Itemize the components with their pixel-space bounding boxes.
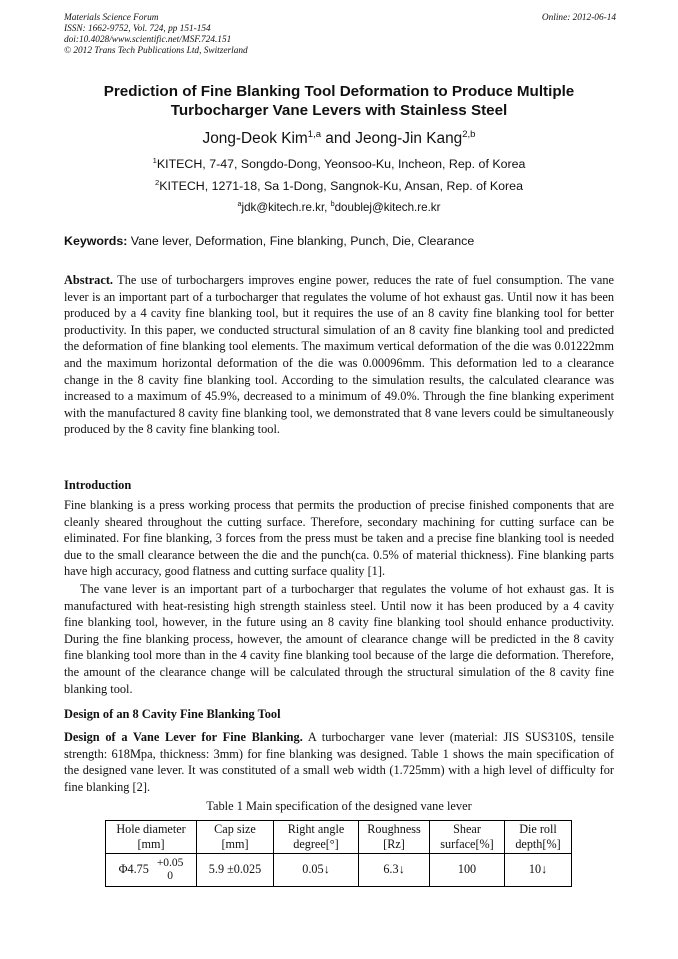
author-list — [64, 130, 614, 148]
abstract-label: Abstract. — [64, 273, 114, 287]
design-subheading: Design of a Vane Lever for Fine Blanking. — [64, 730, 303, 744]
design-text: A turbocharger vane lever (material: JIS SUS310S, tensile strength: 618Mpa, thickness: 3mm) for fine blanking was designed. Table 1 shows the main specification of the designed vane lever. It was constituted of a small web width (1.725mm) with a high level of difficulty for fine blanking [2]. — [64, 730, 614, 794]
affiliation-2-text: KITECH, 1271-18, Sa 1-Dong, Sangnok-Ku, Ansan, Rep. of Korea — [159, 179, 523, 193]
affiliation-1 — [64, 157, 614, 171]
keywords-text: Vane lever, Deformation, Fine blanking, Punch, Die, Clearance — [127, 234, 475, 248]
journal-header — [64, 13, 616, 57]
specification-table — [105, 820, 572, 887]
author-and: and — [321, 130, 356, 147]
header-hole-diameter: Hole diameter [mm] — [106, 821, 197, 854]
table-caption: Table 1 Main specification of the designed vane lever — [206, 799, 472, 813]
affiliation-2 — [64, 179, 614, 193]
introduction-paragraph-2: The vane lever is an important part of a turbocharger that regulates the volume of hot exhaust gas. It is manufactured with heat-resisting high strength stainless steel. Until now it has been produced by a 4 cavity fine blanking tool, however, in the future using an 8 cavity fine blanking tool should enhance productivity. During the fine blanking process, however, the amount of clearance change will be predicted in the 8 cavity fine blanking tool more than in the 4 cavity fine blanking tool because of the large die deformation. Therefore, the amount of the clearance change will be calculated through the structural simulation of the 8 cavity fine blanking tool. — [64, 582, 614, 696]
design-heading: Design of an 8 Cavity Fine Blanking Tool — [64, 707, 281, 721]
keywords — [64, 234, 616, 248]
introduction-heading: Introduction — [64, 478, 132, 492]
author-1-sup: 1,a — [307, 128, 322, 140]
cell-hole-diameter: Φ4.75 +0.05 0 — [106, 854, 197, 887]
author-2: Jeong-Jin Kang — [355, 130, 463, 147]
author-1: Jong-Deok Kim — [202, 130, 308, 147]
design-paragraph — [64, 729, 614, 795]
paper-title — [64, 82, 614, 120]
issn-line: ISSN: 1662-9752, Vol. 724, pp 151-154 — [64, 24, 211, 34]
cell-cap-size: 5.9 ±0.025 — [197, 854, 274, 887]
cell-die-roll: 10↓ — [505, 854, 572, 887]
affiliation-2-num: 2 — [155, 177, 160, 187]
cell-shear-surface: 100 — [430, 854, 505, 887]
affiliation-1-num: 1 — [152, 155, 157, 165]
header-right-angle: Right angle degree[°] — [274, 821, 359, 854]
header-die-roll: Die roll depth[%] — [505, 821, 572, 854]
title-line-2: Turbocharger Vane Levers with Stainless Steel — [170, 102, 508, 119]
cell-roughness: 6.3↓ — [359, 854, 430, 887]
author-2-sup: 2,b — [462, 128, 476, 140]
copyright-line: © 2012 Trans Tech Publications Ltd, Switzerland — [64, 46, 248, 56]
cell-right-angle: 0.05↓ — [274, 854, 359, 887]
email-a-sup: a — [237, 199, 242, 209]
table-header-row — [106, 821, 572, 854]
abstract — [64, 272, 614, 438]
doi-line[interactable]: doi:10.4028/www.scientific.net/MSF.724.151 — [64, 35, 232, 45]
affiliation-1-text: KITECH, 7-47, Songdo-Dong, Yeonsoo-Ku, Incheon, Rep. of Korea — [156, 157, 526, 171]
email-a[interactable]: jdk@kitech.re.kr, — [241, 201, 331, 214]
header-cap-size: Cap size [mm] — [197, 821, 274, 854]
keywords-label: Keywords: — [64, 234, 128, 248]
table-row — [106, 854, 572, 887]
header-shear-surface: Shear surface[%] — [430, 821, 505, 854]
author-emails — [64, 201, 614, 214]
introduction-paragraph-1: Fine blanking is a press working process that permits the production of precise finished components that are cleanly sheared throughout the cutting surface. Therefore, secondary machining for cutting surface can be eliminated. For fine blanking, 3 forces from the press must be taken and a precise fine blanking tool is needed due to the small clearance between the die and the punch(ca. 0.5% of material thickness). Fine blanking parts have high accuracy, good flatness and cutting surface quality [1]. — [64, 498, 614, 579]
email-b-sup: b — [330, 199, 335, 209]
online-date: Online: 2012-06-14 — [541, 13, 616, 23]
abstract-text: The use of turbochargers improves engine power, reduces the rate of fuel consumption. The vane lever is an important part of a turbocharger that regulates the volume of hot exhaust gas. Until now it has been produced by a 4 cavity fine blanking tool, but it requires the use of an 8 cavity fine blanking tool for better productivity. In this paper, we conducted structural simulation of an 8 cavity fine blanking tool and predicted the deformation of fine blanking tool elements. The maximum vertical deformation of the die was 0.01222mm and the maximum horizontal deformation of the die was 0.00096mm. This deformation led to a clearance change in the 8 cavity fine blanking tool. According to the simulation results, the calculated clearance was increased to a maximum of 45.9%, decreased to a minimum of 49.0%. Through the fine blanking experiment with the manufactured 8 cavity fine blanking tool, we demonstrated that 8 vane levers could be simultaneously produced by the 8 cavity fine blanking tool. — [64, 273, 614, 437]
email-b[interactable]: doublej@kitech.re.kr — [334, 201, 441, 214]
header-roughness: Roughness [Rz] — [359, 821, 430, 854]
journal-name: Materials Science Forum — [64, 13, 159, 23]
title-line-1: Prediction of Fine Blanking Tool Deformation to Produce Multiple — [103, 83, 575, 100]
